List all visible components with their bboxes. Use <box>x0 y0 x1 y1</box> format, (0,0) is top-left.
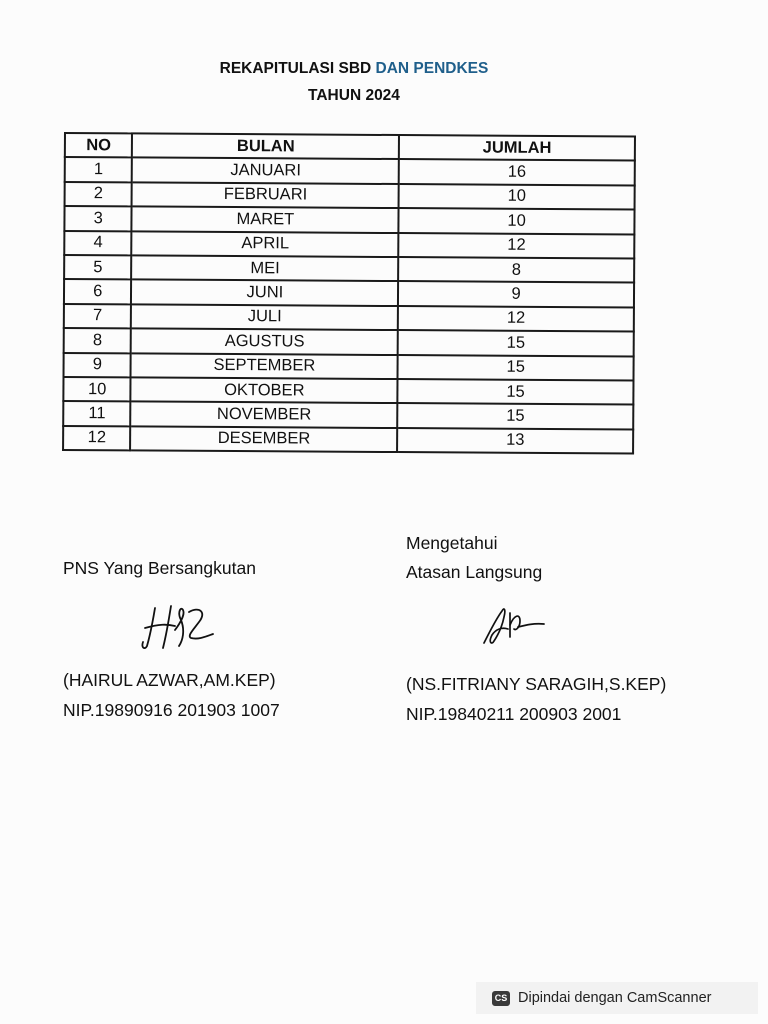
cell-jumlah: 10 <box>399 184 635 210</box>
cell-bulan: MARET <box>132 207 399 233</box>
cell-no: 4 <box>64 231 132 256</box>
cell-jumlah: 12 <box>398 306 634 332</box>
left-handwritten-signature <box>141 602 221 652</box>
recap-table <box>62 132 636 455</box>
table-row <box>64 279 634 307</box>
table-row <box>65 182 635 210</box>
table-row <box>64 231 634 259</box>
right-handwritten-signature <box>480 605 550 649</box>
cell-bulan: MEI <box>132 255 399 281</box>
cell-jumlah: 10 <box>399 208 635 234</box>
cell-jumlah: 15 <box>398 330 634 356</box>
cell-bulan: SEPTEMBER <box>131 353 398 379</box>
cell-no: 8 <box>64 328 132 353</box>
left-role: PNS Yang Bersangkutan <box>63 558 256 578</box>
table-row <box>64 328 634 356</box>
left-nip: NIP.19890916 201903 1007 <box>63 700 280 720</box>
title-part-1: REKAPITULASI SBD <box>219 60 376 77</box>
title-part-2: DAN PENDKES <box>375 60 489 77</box>
cell-no: 7 <box>64 304 132 329</box>
cell-bulan: AGUSTUS <box>131 329 398 355</box>
cell-jumlah: 15 <box>398 379 634 405</box>
cell-no: 2 <box>65 182 133 207</box>
cell-bulan: JULI <box>131 304 398 330</box>
cell-jumlah: 16 <box>399 159 635 185</box>
table-row <box>64 255 634 283</box>
table-row <box>63 401 633 429</box>
table-row <box>63 426 633 454</box>
cell-bulan: FEBRUARI <box>132 182 399 208</box>
cell-jumlah: 15 <box>398 355 634 381</box>
header-no: NO <box>65 133 133 158</box>
cell-no: 5 <box>64 255 132 280</box>
cell-jumlah: 12 <box>399 233 635 259</box>
cell-bulan: NOVEMBER <box>131 402 398 428</box>
cell-bulan: JANUARI <box>132 158 399 184</box>
cell-jumlah: 9 <box>398 281 634 307</box>
cell-no: 12 <box>63 426 131 451</box>
right-name: (NS.FITRIANY SARAGIH,S.KEP) <box>406 674 667 694</box>
cell-jumlah: 8 <box>398 257 634 283</box>
cell-bulan: OKTOBER <box>131 377 398 403</box>
right-nip: NIP.19840211 200903 2001 <box>406 704 622 724</box>
cell-no: 10 <box>63 377 131 402</box>
header-bulan: BULAN <box>132 133 399 159</box>
camscanner-logo-icon: CS <box>492 991 510 1006</box>
table-row <box>64 353 634 381</box>
table-row <box>63 377 633 405</box>
document-title <box>0 60 708 78</box>
table-row <box>65 157 635 185</box>
cell-jumlah: 13 <box>397 428 633 454</box>
cell-bulan: DESEMBER <box>131 426 398 452</box>
camscanner-watermark <box>476 982 758 1014</box>
document-subtitle: TAHUN 2024 <box>308 87 400 104</box>
left-name: (HAIRUL AZWAR,AM.KEP) <box>63 670 276 690</box>
header-jumlah: JUMLAH <box>399 135 635 161</box>
table-header-row <box>65 133 635 161</box>
table-row <box>64 304 634 332</box>
cell-bulan: APRIL <box>132 231 399 257</box>
cell-no: 11 <box>63 401 131 426</box>
camscanner-text: Dipindai dengan CamScanner <box>518 990 712 1006</box>
cell-jumlah: 15 <box>398 403 634 429</box>
cell-no: 1 <box>65 157 133 182</box>
cell-no: 3 <box>64 206 132 231</box>
cell-no: 6 <box>64 279 132 304</box>
right-role: Atasan Langsung <box>406 562 543 582</box>
cell-bulan: JUNI <box>131 280 398 306</box>
right-acknowledge: Mengetahui <box>406 533 498 553</box>
table-row <box>64 206 634 234</box>
cell-no: 9 <box>64 353 132 378</box>
